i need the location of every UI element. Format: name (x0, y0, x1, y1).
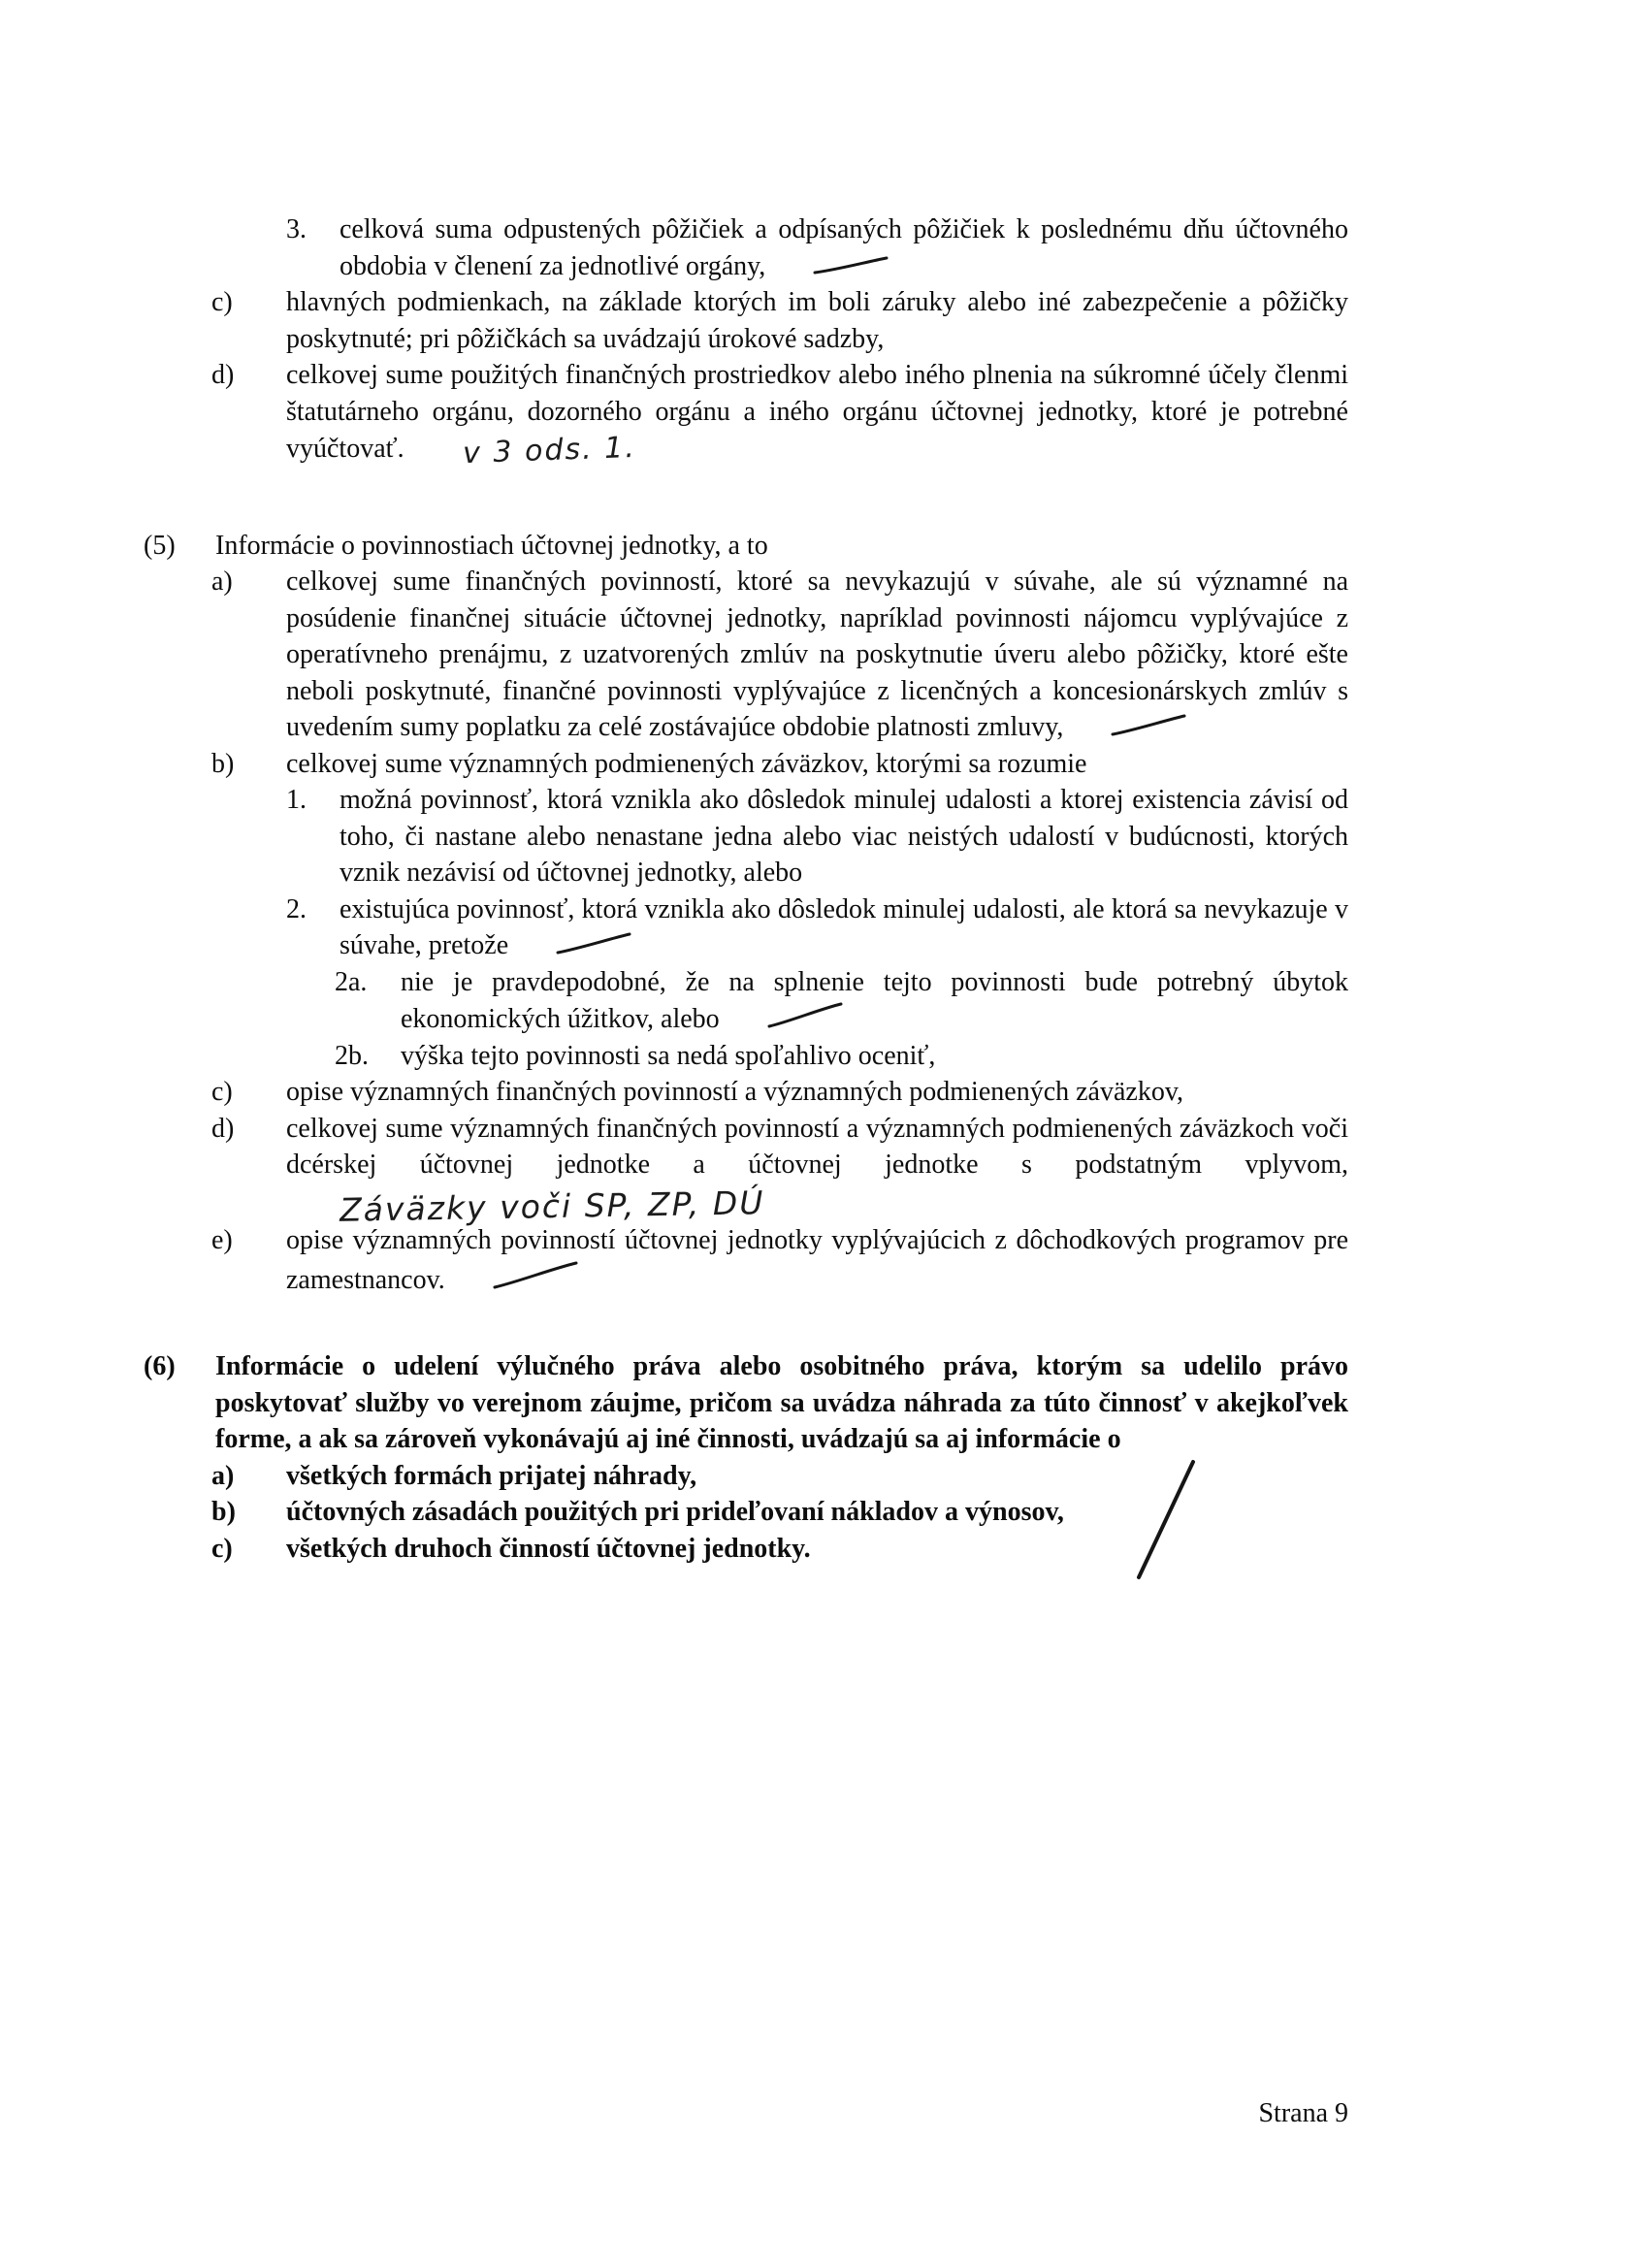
list-item-6b (144, 1494, 1348, 1531)
list-item-text: všetkých druhoch činností účtovnej jednotky. (286, 1533, 811, 1564)
list-item-marker: 2a. (335, 966, 368, 997)
list-item-5a (144, 564, 1348, 746)
list-item-5b1 (144, 782, 1348, 891)
list-item-5b2 (144, 891, 1348, 964)
list-item-6c (144, 1531, 1348, 1568)
list-item-5b2a (144, 964, 1348, 1038)
list-item-marker: c) (211, 287, 233, 317)
section-5 (144, 528, 1348, 1299)
list-item-text: všetkých formách prijatej náhrady, (286, 1460, 697, 1491)
list-item-text: výška tejto povinnosti sa nedá spoľahlivo oceniť, (401, 1040, 936, 1071)
handwritten-annotation: v 3 ods. 1. (462, 430, 636, 471)
list-item-text: celkovej sume významných finančných povinností a významných podmienených záväzkoch voči dcérskej účtovnej jednotke a účtovnej jednotke s podstatným vplyvom, (286, 1113, 1348, 1180)
list-item-5c (144, 1074, 1348, 1111)
list-item-text: hlavných podmienkach, na základe ktorých im boli záruky alebo iné zabezpečenie a pôžičky poskytnuté; pri pôžičkách sa uvádzajú úrokové sadzby, (286, 287, 1348, 354)
handwritten-tick-mark (555, 930, 632, 956)
section-6 (144, 1348, 1348, 1567)
page-number: Strana 9 (1258, 2098, 1348, 2128)
section-5-intro (144, 528, 1348, 565)
handwritten-tick-mark (812, 253, 889, 276)
list-item-text: opise významných finančných povinností a významných podmienených záväzkov, (286, 1077, 1184, 1107)
list-item-5e (144, 1222, 1348, 1298)
list-item-5d (144, 1111, 1348, 1229)
list-item-marker: 2b. (335, 1040, 369, 1071)
page-text-block (144, 211, 1348, 1567)
list-item-text: účtovných zásadách použitých pri prideľovaní nákladov a výnosov, (286, 1497, 1064, 1527)
section-intro-text: Informácie o povinnostiach účtovnej jednotky, a to (215, 530, 768, 561)
section-6-intro (144, 1348, 1348, 1458)
list-item-marker: e) (211, 1225, 233, 1255)
list-item-marker: 1. (286, 785, 307, 815)
list-item-text: možná povinnosť, ktorá vznikla ako dôsledok minulej udalosti a ktorej existencia závisí od toho, či nastane alebo nenastane jedna alebo viac neistých udalostí v budúcnosti, ktorých vznik nezávisí od účtovnej jednotky, alebo (340, 785, 1348, 888)
list-item-text: existujúca povinnosť, ktorá vznikla ako dôsledok minulej udalosti, ale ktorá sa nevykazuje v súvahe, pretože (340, 893, 1348, 960)
section-intro-text: Informácie o udelení výlučného práva alebo osobitného práva, ktorým sa udelilo právo poskytovať služby vo verejnom záujme, pričom sa uvádza náhrada za túto činnosť v akejkoľvek forme, a ak sa zároveň vykonávajú aj iné činnosti, uvádzajú sa aj informácie o (215, 1351, 1348, 1454)
list-item-3 (144, 211, 1348, 284)
list-item-marker: d) (211, 1113, 235, 1144)
section-number: (5) (144, 530, 176, 561)
list-item-text: celkovej sume použitých finančných prostriedkov alebo iného plnenia na súkromné účely členmi štatutárneho orgánu, dozorného orgánu a iného orgánu účtovnej jednotky, ktoré je potrebné vyúčtovať. (286, 360, 1348, 464)
list-item-text: celková suma odpustených pôžičiek a odpísaných pôžičiek k poslednému dňu účtovného obdobia v členení za jednotlivé orgány, (340, 214, 1348, 281)
list-item-5b (144, 746, 1348, 783)
handwritten-tick-mark (492, 1259, 579, 1290)
list-item-d (144, 357, 1348, 471)
list-item-text: opise významných povinností účtovnej jednotky vyplývajúcich z dôchodkových programov pre zamestnancov. (286, 1225, 1348, 1295)
list-item-marker: c) (211, 1533, 233, 1564)
list-item-marker: 3. (286, 214, 307, 244)
list-item-text: celkovej sume finančných povinností, ktoré sa nevykazujú v súvahe, ale sú významné na posúdenie finančnej situácie účtovnej jednotky, napríklad povinnosti nájomcu vyplývajúce z operatívneho prenájmu, z uzatvorených zmlúv na poskytnutie úveru alebo pôžičky, ktoré ešte neboli poskytnuté, finančné povinnosti vyplývajúce z licenčných a koncesionárskych zmlúv s uvedením sumy poplatku za celé zostávajúce obdobie platnosti zmluvy, (286, 567, 1348, 742)
handwritten-tick-mark (1110, 712, 1187, 737)
list-item-marker: c) (211, 1077, 233, 1107)
list-item-text: celkovej sume významných podmienených záväzkov, ktorými sa rozumie (286, 748, 1087, 779)
list-item-marker: a) (211, 567, 233, 597)
list-item-marker: b) (211, 748, 235, 779)
section-number: (6) (144, 1351, 176, 1381)
list-item-marker: d) (211, 360, 235, 390)
handwritten-tick-mark (766, 1000, 844, 1029)
list-item-5b2b (144, 1038, 1348, 1075)
list-item-marker: 2. (286, 893, 307, 924)
list-item-marker: b) (211, 1497, 236, 1527)
list-item-text: nie je pravdepodobné, že na splnenie tejto povinnosti bude potrebný úbytok ekonomických úžitkov, alebo (401, 966, 1348, 1034)
handwritten-annotation: Záväzky voči SP, ZP, DÚ (339, 1183, 765, 1229)
list-item-c (144, 284, 1348, 357)
list-item-marker: a) (211, 1460, 235, 1491)
